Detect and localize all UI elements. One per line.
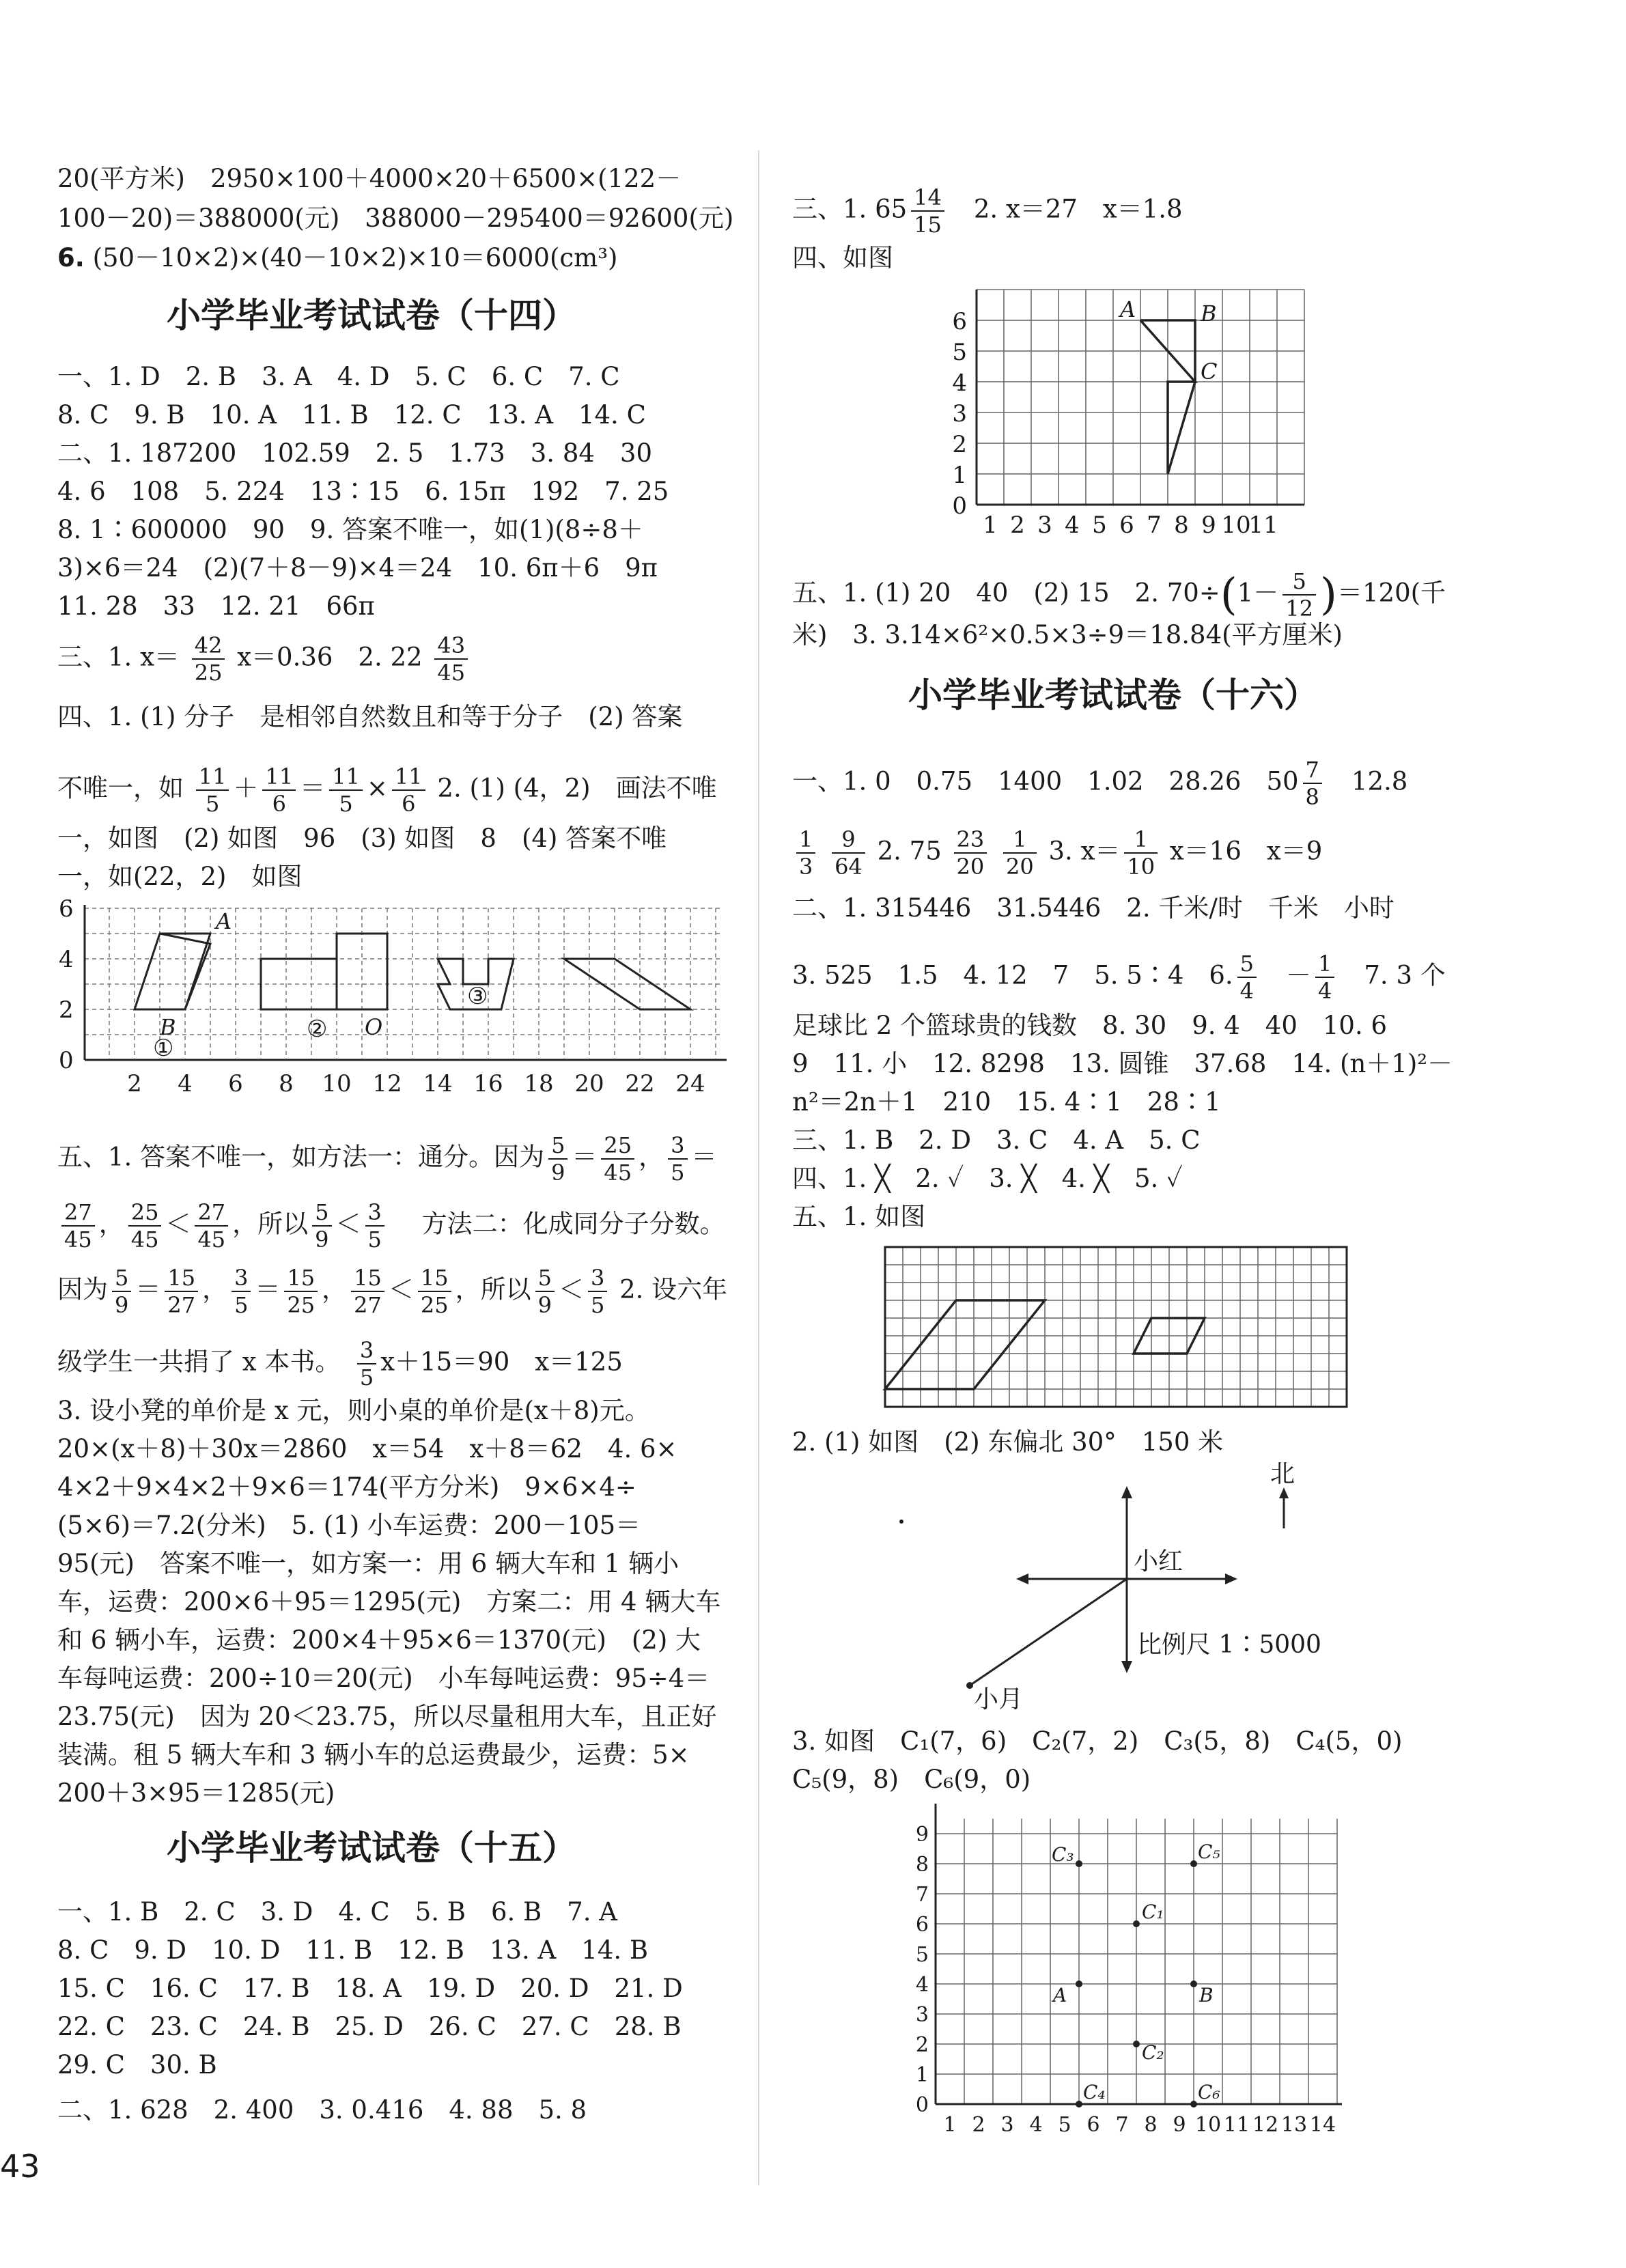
text-line: 车每吨运费：200÷10＝20(元) 小车每吨运费：95÷4＝: [57, 1664, 710, 1693]
svg-text:11: 11: [1248, 512, 1278, 539]
text-line: 200＋3×95＝1285(元): [57, 1778, 335, 1808]
x-ticks: [983, 512, 1278, 539]
svg-text:20: 20: [574, 1070, 604, 1097]
text-line: 一、1. 0 0.75 1400 1.02 28.26 50 $\frac{7}{8}$ 12.8: [792, 757, 1408, 810]
text-line: 11. 28 33 12. 21 66π: [57, 591, 375, 621]
label-C1: C₁: [1142, 1901, 1164, 1923]
text-run: 三、1. x＝: [57, 642, 180, 672]
label-b: B: [1201, 300, 1217, 326]
svg-text:4: 4: [952, 369, 967, 397]
text-line: 95(元) 答案不唯一，如方案一：用 6 辆大车和 1 辆小: [57, 1549, 679, 1578]
y-tick: 1: [915, 2063, 929, 2087]
text-line: 29. C 30. B: [57, 2050, 217, 2080]
text-line: 一，如(22，2) 如图: [57, 862, 303, 891]
grid-lines: [885, 1247, 1347, 1407]
text-line: 五、1. 答案不唯一，如方法一：通分。因为 $\frac{5}{9}$ ＝ $\frac{25}{45}$ ， $\frac{3}{5}$ ＝: [57, 1132, 717, 1186]
y-tick: 5: [915, 1943, 929, 1967]
y-tick: 0: [59, 1047, 74, 1074]
scale-label: 比例尺 1∶5000: [1137, 1631, 1321, 1659]
text-line: 22. C 23. C 24. B 25. D 26. C 27. C 28. B: [57, 2012, 682, 2041]
svg-text:0: 0: [952, 492, 967, 520]
text-line: 足球比 2 个篮球贵的钱数 8. 30 9. 4 40 10. 6: [792, 1011, 1388, 1040]
svg-text:9: 9: [1201, 512, 1216, 539]
svg-text:18: 18: [524, 1070, 554, 1097]
text-line: 一、1. B 2. C 3. D 4. C 5. B 6. B 7. A: [57, 1897, 618, 1927]
text-line: 二、1. 628 2. 400 3. 0.416 4. 88 5. 8: [57, 2095, 587, 2125]
x-ticks: [127, 1070, 705, 1097]
svg-text:6: 6: [228, 1070, 243, 1097]
text-line: 一，如图 (2) 如图 96 (3) 如图 8 (4) 答案不唯: [57, 824, 667, 853]
text-line: 9 11. 小 12. 8298 13. 圆锥 37.68 14. (n＋1)²－: [792, 1049, 1453, 1078]
point-C6: [1190, 2101, 1197, 2108]
grid-figure-15: [936, 280, 1318, 540]
svg-text:10: 10: [322, 1070, 352, 1097]
text-line: 2. (1) 如图 (2) 东偏北 30° 150 米: [792, 1427, 1224, 1457]
label-xiaoyue: 小月: [974, 1685, 1024, 1713]
text-line: 20(平方米) 2950×100＋4000×20＋6500×(122－: [57, 164, 682, 193]
page-number: 43: [0, 2148, 40, 2185]
x-tick: 13: [1280, 2113, 1308, 2137]
text-line: 不唯一，如 $\frac{11}{5}$ ＋ $\frac{11}{6}$ ＝ $\frac{11}{5}$ × $\frac{11}{6}$ 2. (1) (4，2) 画法不唯: [57, 764, 717, 817]
y-tick: 2: [915, 2033, 929, 2057]
label-C6: C₆: [1198, 2081, 1220, 2103]
x-tick: 6: [1087, 2113, 1100, 2137]
svg-text:2: 2: [127, 1070, 142, 1097]
point-yue: [966, 1682, 973, 1689]
x-tick: 11: [1223, 2113, 1250, 2137]
point-C5: [1190, 1860, 1197, 1867]
svg-text:1: 1: [983, 512, 998, 539]
y-tick: 9: [915, 1823, 929, 1847]
svg-text:7: 7: [1147, 512, 1162, 539]
svg-text:16: 16: [473, 1070, 503, 1097]
circle-label-3: ③: [467, 983, 488, 1010]
text-line: 23.75(元) 因为 20＜23.75，所以尽量租用大车，且正好: [57, 1702, 717, 1731]
section-title-14: 小学毕业考试试卷（十四）: [167, 296, 576, 335]
text-line: 米) 3. 3.14×6²×0.5×3÷9＝18.84(平方厘米): [792, 620, 1343, 649]
svg-text:5: 5: [952, 339, 967, 366]
text-line: 4. 6 108 5. 224 13∶15 6. 15π 192 7. 25: [57, 477, 669, 506]
fraction: $\frac{11}{5}$: [329, 764, 363, 817]
svg-text:1: 1: [952, 462, 967, 489]
y-tick: 4: [915, 1973, 929, 1997]
text-run: x＝0.36 2. 22: [237, 642, 423, 672]
x-tick: 4: [1029, 2113, 1043, 2137]
y-tick: 6: [915, 1913, 929, 1937]
text-line: 二、1. 187200 102.59 2. 5 1.73 3. 84 30: [57, 438, 652, 468]
y-tick: 2: [59, 996, 74, 1024]
text-line: 三、1. B 2. D 3. C 4. A 5. C: [792, 1125, 1201, 1155]
label-a: A: [1120, 296, 1136, 322]
point-lbl_A: [1076, 1980, 1082, 1987]
svg-text:4: 4: [178, 1070, 193, 1097]
text-line: 五、1. 如图: [792, 1202, 926, 1231]
x-tick: 3: [1000, 2113, 1014, 2137]
point-C1: [1133, 1920, 1140, 1927]
direction-figure: [915, 1460, 1407, 1713]
fraction: $\frac{11}{6}$: [262, 764, 296, 817]
text-line: 四、1. ╳ 2. ✓ 3. ╳ 4. ╳ 5. ✓: [792, 1164, 1183, 1193]
text-line: $\frac{27}{45}$ ， $\frac{25}{45}$ ＜ $\frac{27}{45}$ ，所以 $\frac{5}{9}$ ＜ $\frac{3}{5}$ 方法二：化成同分子分数。: [57, 1199, 725, 1252]
svg-text:14: 14: [423, 1070, 453, 1097]
label-c: C: [1201, 359, 1218, 384]
text-line: 20×(x＋8)＋30x＝2860 x＝54 x＋8＝62 4. 6×: [57, 1434, 677, 1464]
arrow-down: [1121, 1661, 1132, 1673]
section-title-16: 小学毕业考试试卷（十六）: [908, 675, 1318, 715]
svg-text:6: 6: [952, 308, 967, 335]
text-line: 装满。租 5 辆大车和 3 辆小车的总运费最少，运费：5×: [57, 1740, 690, 1769]
svg-text:3: 3: [952, 400, 967, 428]
text-line: 和 6 辆小车，运费：200×4＋95×6＝1370(元) (2) 大: [57, 1625, 701, 1655]
fraction: $\frac{43}{45}$: [434, 632, 468, 686]
point-C4: [1076, 2101, 1082, 2108]
label-C5: C₅: [1198, 1840, 1220, 1863]
x-tick: 14: [1309, 2113, 1336, 2137]
svg-text:22: 22: [625, 1070, 655, 1097]
text-line: 二、1. 315446 31.5446 2. 千米/时 千米 小时: [792, 893, 1394, 923]
grid-figure-14: [57, 895, 733, 1106]
grid-lines: [936, 1819, 1337, 2104]
text-line: 三、1. 65 $\frac{14}{15}$ 2. x＝27 x＝1.8: [792, 184, 1183, 238]
text-line: 8. C 9. B 10. A 11. B 12. C 13. A 14. C: [57, 400, 646, 430]
text-line: 3. 525 1.5 4. 12 7 5. 5∶4 6. $\frac{5}{4}$ － $\frac{1}{4}$ 7. 3 个: [792, 951, 1446, 1004]
arrow-left: [1016, 1573, 1028, 1584]
x-tick: 8: [1144, 2113, 1158, 2137]
arrow-right: [1225, 1573, 1237, 1584]
svg-text:5: 5: [1092, 512, 1107, 539]
label-xiaohong: 小红: [1134, 1548, 1183, 1576]
point-C2: [1133, 2041, 1140, 2047]
text-line: 8. C 9. D 10. D 11. B 12. B 13. A 14. B: [57, 1935, 649, 1965]
text-line: 因为 $\frac{5}{9}$ ＝ $\frac{15}{27}$ ， $\frac{3}{5}$ ＝ $\frac{15}{25}$ ， $\frac{15}{27}$ ＜ $\frac{15}{25}$ ，所以 $\frac{5}{9}$ ＜ $\frac{3}{5}$ 2. 设六年: [57, 1265, 728, 1318]
fraction: $\frac{42}{25}$: [192, 632, 225, 686]
text-line: 3)×6＝24 (2)(7＋8－9)×4＝24 10. 6π＋6 9π: [57, 553, 658, 583]
text-line: 100－20)＝388000(元) 388000－295400＝92600(元): [57, 204, 734, 233]
text-line: [57, 632, 472, 686]
svg-text:8: 8: [279, 1070, 294, 1097]
svg-text:12: 12: [372, 1070, 402, 1097]
svg-text:4: 4: [1065, 512, 1080, 539]
y-tick: 4: [59, 946, 74, 973]
path-to-yue: [970, 1579, 1127, 1685]
arrow-up: [1121, 1486, 1132, 1498]
text-line: $\frac{1}{3}$ $\frac{9}{64}$ 2. 75 $\frac{23}{20}$ $\frac{1}{20}$ 3. x＝ $\frac{1}{10}$ x＝16 x＝9: [792, 826, 1322, 880]
grid-lines: [85, 908, 720, 1060]
grid-figure-16a: [885, 1247, 1349, 1411]
y-tick: 0: [915, 2093, 929, 2117]
text-line: 级学生一共捐了 x 本书。 $\frac{3}{5}$ x＋15＝90 x＝125: [57, 1337, 623, 1390]
x-tick: 2: [972, 2113, 985, 2137]
text-line: 3. 如图 C₁(7，6) C₂(7，2) C₃(5，8) C₄(5，0): [792, 1726, 1403, 1756]
label-C3: C₃: [1052, 1843, 1074, 1866]
label-o: O: [365, 1014, 383, 1040]
text-line: n²＝2n＋1 210 15. 4∶1 28∶1: [792, 1087, 1221, 1117]
text-run: 不唯一，如: [57, 773, 184, 803]
circle-label-2: ②: [307, 1016, 328, 1043]
text-line: 15. C 16. C 17. B 18. A 19. D 20. D 21. D: [57, 1974, 683, 2003]
column-divider: [758, 150, 759, 2185]
svg-text:3: 3: [1037, 512, 1052, 539]
text-line: 四、如图: [792, 243, 893, 272]
svg-text:10: 10: [1221, 512, 1251, 539]
svg-text:2: 2: [1010, 512, 1025, 539]
svg-text:8: 8: [1174, 512, 1189, 539]
y-ticks: [916, 1823, 929, 2117]
text-run: 2. (1) (4，2) 画法不唯: [437, 773, 717, 803]
label-lbl_B: B: [1199, 1984, 1214, 2006]
label-b: B: [160, 1014, 176, 1040]
label-C2: C₂: [1142, 2041, 1164, 2064]
text-line: 四、1. (1) 分子 是相邻自然数且和等于分子 (2) 答案: [57, 702, 683, 731]
north-label: 北: [1270, 1460, 1295, 1488]
parallelogram-large: [885, 1300, 1045, 1389]
circle-label-1: ①: [153, 1035, 174, 1062]
y-tick: 6: [59, 895, 74, 923]
point-dot: [899, 1520, 903, 1524]
label-lbl_A: A: [1053, 1984, 1067, 2006]
x-tick: 10: [1194, 2113, 1222, 2137]
svg-text:6: 6: [1119, 512, 1134, 539]
point-labels: [1051, 1840, 1220, 2103]
y-tick: 7: [915, 1883, 929, 1907]
section-title-15: 小学毕业考试试卷（十五）: [167, 1828, 576, 1868]
text-line: [57, 242, 617, 275]
point-C3: [1076, 1860, 1082, 1867]
y-ticks: [952, 308, 967, 520]
text-line: 3. 设小凳的单价是 x 元，则小桌的单价是(x＋8)元。: [57, 1396, 650, 1425]
text-line: 4×2＋9×4×2＋9×6＝174(平方分米) 9×6×4÷: [57, 1472, 636, 1502]
svg-text:2: 2: [952, 431, 967, 458]
svg-text:24: 24: [675, 1070, 705, 1097]
label-a: A: [216, 908, 232, 934]
label-C4: C₄: [1083, 2081, 1106, 2103]
text-line: C₅(9，8) C₆(9，0): [792, 1765, 1031, 1794]
x-tick: 9: [1173, 2113, 1186, 2137]
text-line: 8. 1∶600000 90 9. 答案不唯一，如(1)(8÷8＋: [57, 515, 643, 544]
fraction: $\frac{11}{5}$: [196, 764, 229, 817]
grid-figure-16b: [901, 1800, 1352, 2142]
text-line: (5×6)＝7.2(分米) 5. (1) 小车运费：200－105＝: [57, 1511, 641, 1540]
text-run: (50－10×2)×(40－10×2)×10＝6000(cm³): [92, 243, 618, 272]
north-arrow-head: [1279, 1487, 1289, 1498]
x-tick: 7: [1115, 2113, 1129, 2137]
x-tick: 1: [943, 2113, 957, 2137]
point-lbl_B: [1190, 1980, 1197, 1987]
x-tick: 5: [1058, 2113, 1071, 2137]
text-line: 五、1. (1) 20 40 (2) 15 2. 70÷(1－ $\frac{5}{12}$ )＝120(千: [792, 568, 1446, 621]
y-tick: 8: [915, 1853, 929, 1877]
x-ticks: [943, 2113, 1336, 2137]
text-line: 一、1. D 2. B 3. A 4. D 5. C 6. C 7. C: [57, 362, 620, 391]
fraction: $\frac{11}{6}$: [392, 764, 425, 817]
x-tick: 12: [1252, 2113, 1279, 2137]
text-line: 车，运费：200×6＋95＝1295(元) 方案二：用 4 辆大车: [57, 1587, 721, 1616]
y-tick: 3: [915, 2003, 929, 2027]
axes: [85, 905, 727, 1060]
item-number: 6.: [57, 243, 85, 272]
